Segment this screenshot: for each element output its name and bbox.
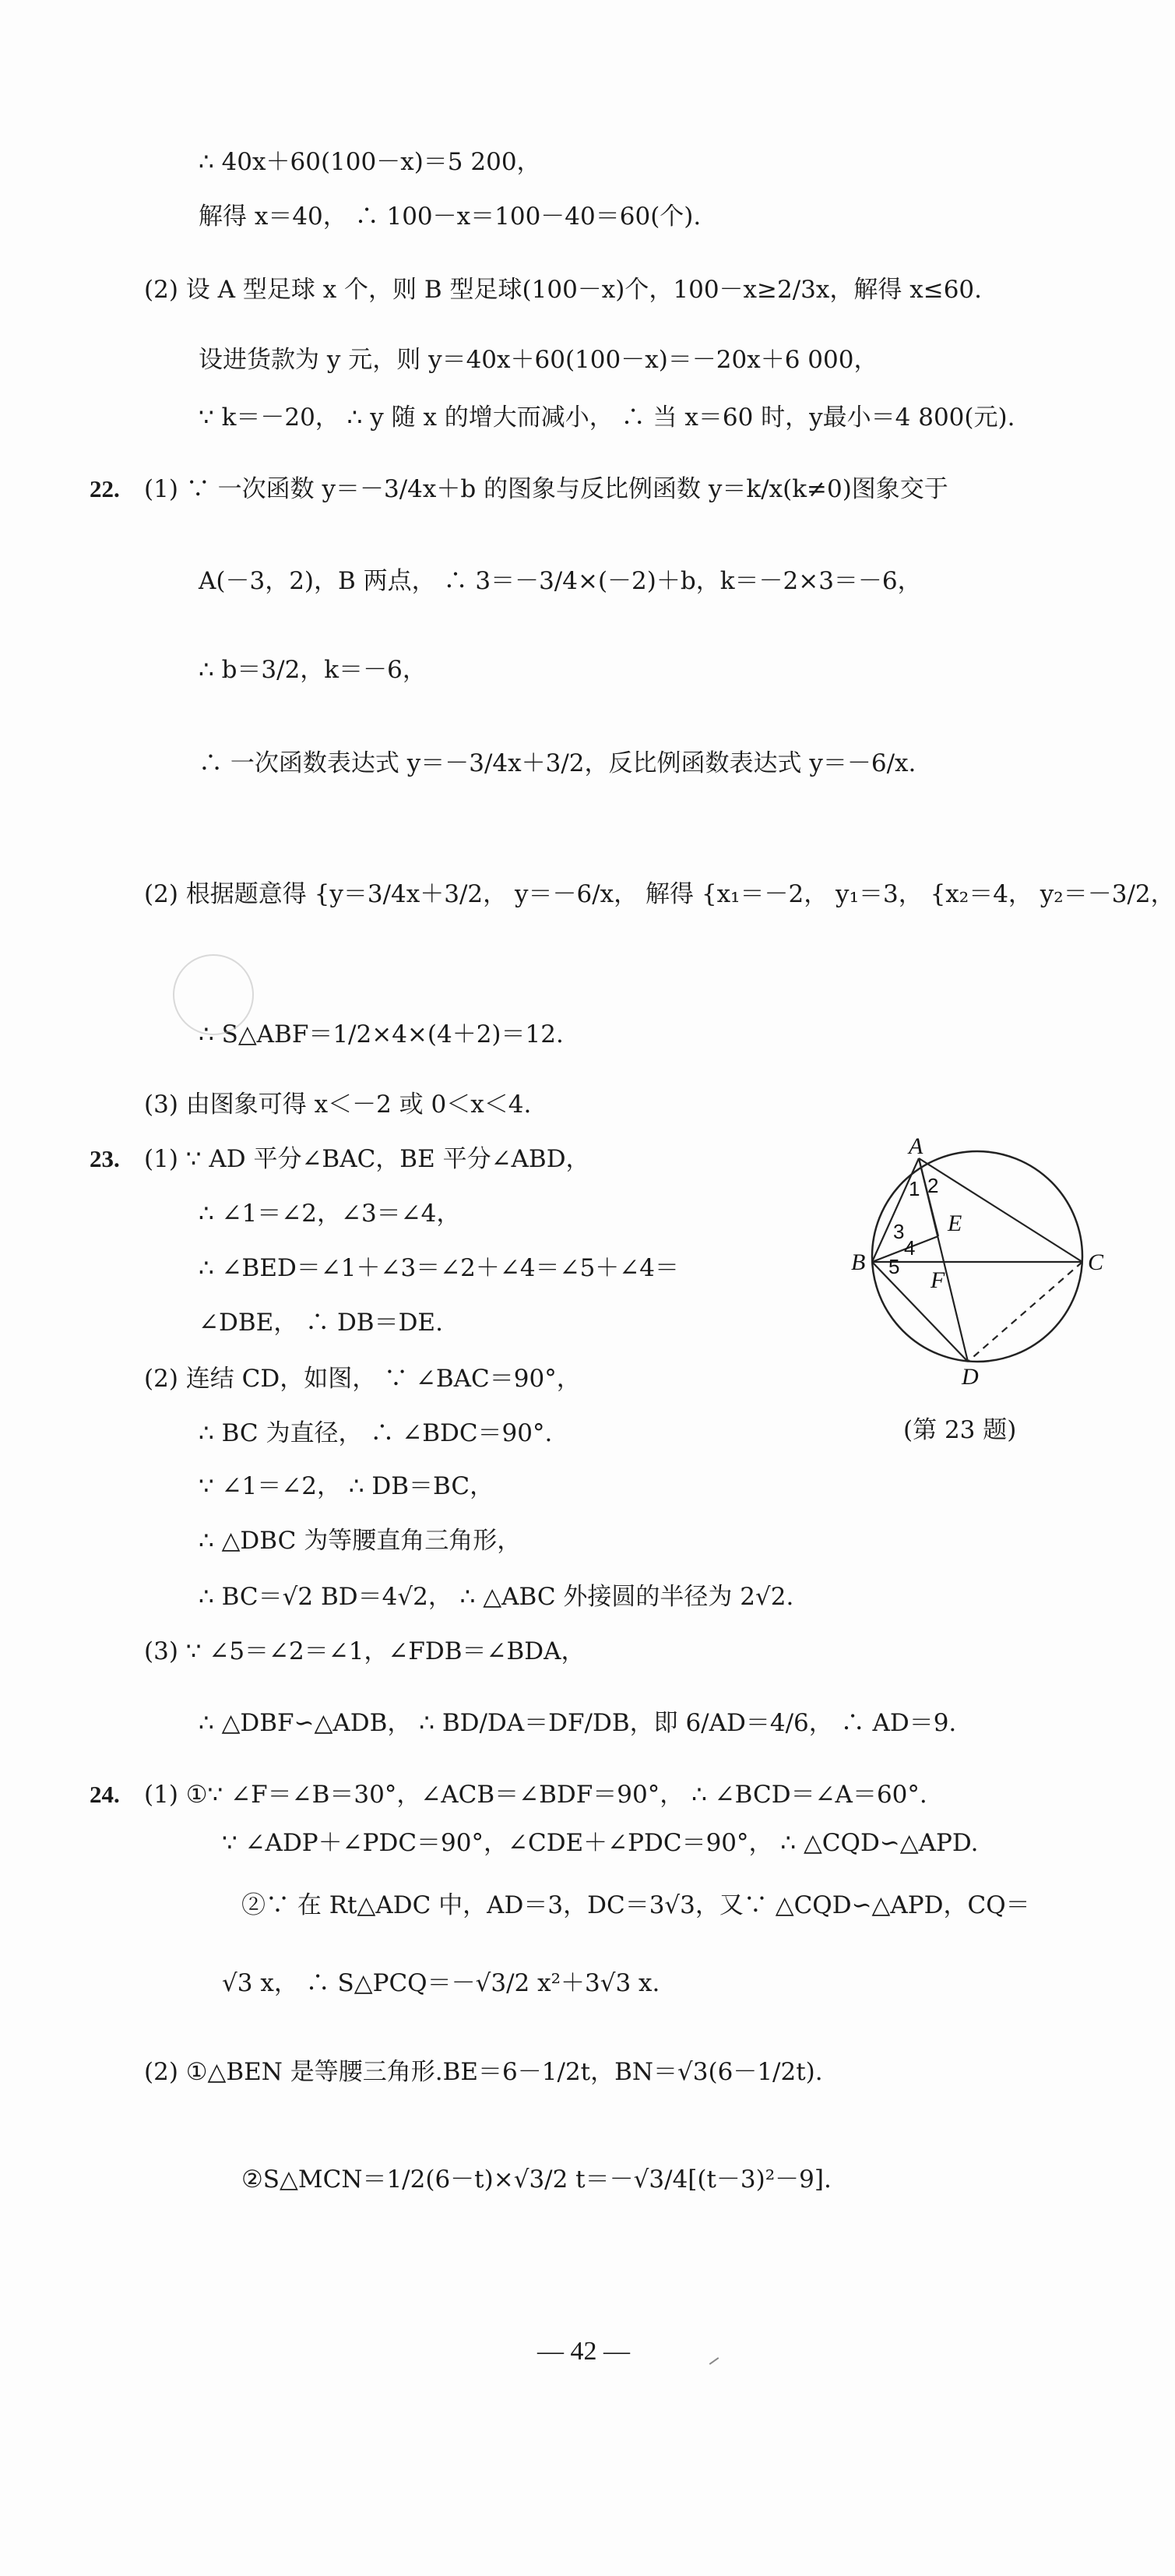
line-2: (2) 设 A 型足球 x 个，则 B 型足球(100－x)个，100－x≥2/3x，解得 x≤60. [144,276,982,304]
label-b: B [851,1249,866,1275]
problem-24-number: 24. [90,1781,120,1808]
label-c: C [1088,1249,1104,1275]
line-23: (3) ∵ ∠5＝∠2＝∠1，∠FDB＝∠BDA， [144,1637,586,1665]
problem-23-number: 23. [90,1145,120,1172]
segment-ac [919,1158,1082,1262]
label-f: F [931,1267,945,1293]
homework-stamp [173,954,254,1035]
line-17: ∠DBE， ∴ DB＝DE. [199,1309,443,1337]
geometry-figure-23 [851,1133,1117,1390]
line-20: ∵ ∠1＝∠2， ∴ DB＝BC， [199,1472,494,1500]
line-31: ②S△MCN＝1/2(6－t)×√3/2 t＝－√3/4[(t－3)²－9]. [241,2165,832,2194]
figure-caption: (第 23 题) [903,1416,1017,1444]
line-18: (2) 连结 CD，如图， ∵ ∠BAC＝90°， [144,1365,581,1393]
line-29: √3 x， ∴ S△PCQ＝－√3/2 x²＋3√3 x. [222,1969,660,1997]
segment-ae [919,1158,938,1236]
line-28: ②∵ 在 Rt△ADC 中，AD＝3，DC＝3√3，又∵ △CQD∽△APD，CQ＝ [241,1891,1030,1919]
line-22: ∴ BC＝√2 BD＝4√2， ∴ △ABC 外接圆的半径为 2√2. [199,1583,794,1611]
problem-22-number: 22. [90,475,120,502]
line-0: ∴ 40x＋60(100－x)＝5 200， [199,148,541,176]
pen-mark [709,2357,719,2365]
label-angle-3: 3 [893,1220,905,1243]
line-6: (1) ∵ 一次函数 y＝－3/4x＋b 的图象与反比例函数 y＝k/x(k≠0)图象交于 [144,475,948,503]
line-21: ∴ △DBC 为等腰直角三角形， [199,1527,522,1555]
line-11: ∴ S△ABF＝1/2×4×(4＋2)＝12. [199,1020,564,1048]
line-26: (1) ①∵ ∠F＝∠B＝30°，∠ACB＝∠BDF＝90°， ∴ ∠BCD＝∠A＝60°. [144,1781,927,1809]
line-8: ∴ b＝3/2，k＝－6， [199,656,427,684]
segment-cd-dashed [968,1262,1082,1362]
line-19: ∴ BC 为直径， ∴ ∠BDC＝90°. [199,1419,553,1447]
line-7: A(－3，2)，B 两点， ∴ 3＝－3/4×(－2)＋b，k＝－2×3＝－6， [199,567,922,595]
line-14: (1) ∵ AD 平分∠BAC，BE 平分∠ABD， [144,1145,590,1173]
label-a: A [909,1133,923,1159]
line-15: ∴ ∠1＝∠2，∠3＝∠4， [199,1200,461,1228]
line-27: ∵ ∠ADP＋∠PDC＝90°，∠CDE＋∠PDC＝90°， ∴ △CQD∽△APD. [222,1829,979,1857]
label-d: D [962,1364,979,1390]
line-3: 设进货款为 y 元，则 y＝40x＋60(100－x)＝－20x＋6 000， [199,346,878,374]
label-angle-4: 4 [904,1236,916,1260]
line-24: ∴ △DBF∽△ADB， ∴ BD/DA＝DF/DB，即 6/AD＝4/6， ∴ AD＝9. [199,1709,957,1737]
label-e: E [948,1210,962,1236]
label-angle-5: 5 [888,1255,900,1278]
label-angle-2: 2 [927,1174,939,1197]
page-number: — 42 — [537,2337,630,2366]
line-12: (3) 由图象可得 x＜－2 或 0＜x＜4. [144,1091,532,1119]
line-4: ∵ k＝－20， ∴ y 随 x 的增大而减小， ∴ 当 x＝60 时，y最小＝4 800(元). [199,403,1015,432]
segment-bd [872,1262,968,1362]
label-angle-1: 1 [909,1177,920,1200]
line-30: (2) ①△BEN 是等腰三角形.BE＝6－1/2t，BN＝√3(6－1/2t). [144,2058,823,2086]
line-16: ∴ ∠BED＝∠1＋∠3＝∠2＋∠4＝∠5＋∠4＝ [199,1254,680,1282]
line-9: ∴ 一次函数表达式 y＝－3/4x＋3/2，反比例函数表达式 y＝－6/x. [199,749,916,777]
line-1: 解得 x＝40， ∴ 100－x＝100－40＝60(个). [199,203,702,231]
line-10: (2) 根据题意得 {y＝3/4x＋3/2， y＝－6/x， 解得 {x₁＝－2， y₁＝3， {x₂＝4， y₂＝－3/2， [144,880,1175,908]
